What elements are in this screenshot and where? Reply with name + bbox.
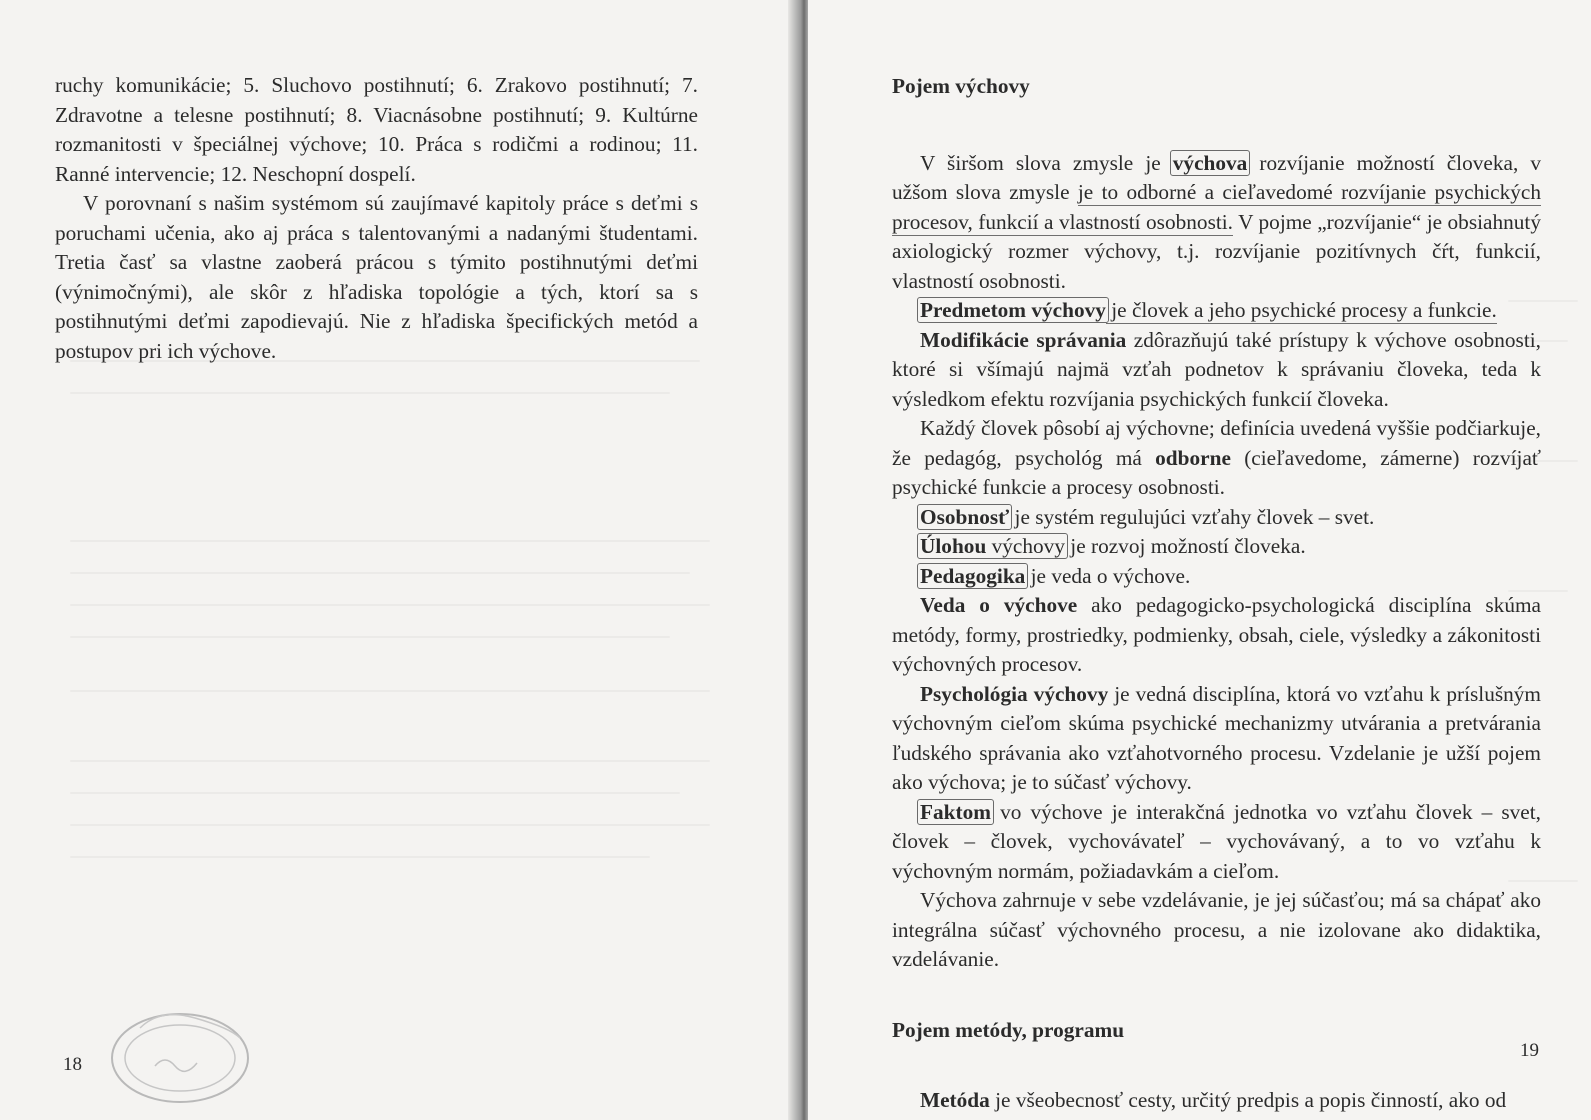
boxed-term-osobnost: Osobnosť [917, 504, 1012, 530]
page-number-right: 19 [1520, 1040, 1539, 1061]
paragraph-pedagogika: Pedagogika je veda o výchove. [892, 562, 1541, 592]
section-heading-2: Pojem metódy, programu [892, 1017, 1125, 1042]
boxed-term-faktom: Faktom [917, 799, 994, 825]
paragraph-osobnost: Osobnosť je systém regulujúci vzťahy človek – svet. [892, 503, 1541, 533]
term-metoda: Metóda [920, 1088, 990, 1112]
left-paragraph-2: V porovnaní s našim systémom sú zaujímavé kapitoly práce s deťmi s poruchami učenia, ako aj práca s talentovanými a nadanými študentami. Tretia časť sa vlastne zaoberá prácou s týmito postihnutými deťmi (výnimočnými), ale skôr z hľadiska topológie a tých, ktorí sa s postihnutými deťmi zapodievajú. Nie z hľadiska špecifických metód a postupov pri ich výchove. [55, 191, 698, 363]
right-page-body [892, 74, 1542, 1116]
paragraph-veda-o-vychove: Veda o výchove ako pedagogicko-psychologická disciplína skúma metódy, formy, prostriedky, podmienky, obsah, ciele, výsledky a zákonitosti výchovných procesov. [892, 593, 1541, 676]
right-page [808, 0, 1591, 1120]
paragraph-psychologia: Psychológia výchovy je vedná disciplína, ktorá vo vzťahu k príslušným výchovným cieľom skúma psychické mechanizmy utvárania a pretvárania ľudského správania ako vzťahotvorného procesu. Vzdelanie je užší pojem ako výchova; je to súčasť výchovy. [892, 681, 1541, 794]
paragraph-modifikacie: Modifikácie správania zdôrazňujú také prístupy k výchove osobnosti, ktoré si všímajú najmä vzťah podnetov k správaniu človeka, teda k výsledkom efektu rozvíjania psychických funkcií človeka. [892, 327, 1541, 411]
boxed-term-vychova: výchova [1170, 150, 1251, 176]
boxed-term-predmetom: Predmetom výchovy [917, 297, 1109, 323]
boxed-term-ulohou: Úlohou výchovy [917, 533, 1068, 559]
page-number-left: 18 [63, 1054, 82, 1075]
section-heading-1: Pojem výchovy [892, 74, 1030, 98]
left-paragraph-1: ruchy komunikácie; 5. Sluchovo postihnutí; 6. Zrakovo postihnutí; 7. Zdravotne a telesne postihnutí; 8. Viacnásobne postihnutí; 9. Kultúrne rozmanitosti v špeciálnej výchove; 10. Práca s rodičmi a rodinou; 11. Ranné intervencie; 12. Neschopní dospelí. [55, 73, 698, 186]
paragraph-uloha: Úlohou výchovy je rozvoj možností človeka. [892, 532, 1541, 562]
paragraph-vychova-zahrnuje: Výchova zahrnuje v sebe vzdelávanie, je jej súčasťou; má sa chápať ako integrálna súčasť výchovného procesu, a nie izolovane ako didaktika, vzdelávanie. [892, 888, 1541, 971]
term-psychologia-vychovy: Psychológia výchovy [920, 681, 1109, 706]
left-page-body [55, 71, 698, 366]
paragraph-kazdy-clovek: Každý človek pôsobí aj výchovne; definícia uvedená vyššie podčiarkuje, že pedagóg, psychológ má odborne (cieľavedome, zámerne) rozvíjať psychické funkcie a procesy osobnosti. [892, 416, 1541, 499]
library-stamp [100, 988, 250, 1106]
paragraph-vychova: V širšom slova zmysle je výchova rozvíjanie možností človeka, v užšom slova zmysle je to odborné a cieľavedomé rozvíjanie psychických procesov, funkcií a vlastností osobnosti. V pojme „rozvíjanie“ je obsiahnutý axiologický rozmer výchovy, t.j. rozvíjanie pozitívnych čŕt, funkcií, vlastností osobnosti. [892, 150, 1542, 293]
paragraph-predmet: Predmetom výchovy je človek a jeho psychické procesy a funkcie. [892, 296, 1541, 326]
paragraph-metoda: Metóda je všeobecnosť cesty, určitý predpis a popis činností, ako od [920, 1088, 1507, 1112]
term-modifikacie: Modifikácie správania [920, 327, 1127, 352]
underlined-definition: je to odborné a cieľavedomé rozvíjanie psychických procesov, funkcií a vlastností osobnosti. [892, 180, 1542, 234]
term-veda-o-vychove: Veda o výchove [920, 593, 1078, 617]
boxed-term-pedagogika: Pedagogika [917, 563, 1028, 589]
paragraph-faktom: Faktom vo výchove je interakčná jednotka vo vzťahu človek – svet, človek – človek, vychovávateľ – vychovávaný, a to vo vzťahu k výchovným normám, požiadavkám a cieľom. [892, 799, 1541, 883]
